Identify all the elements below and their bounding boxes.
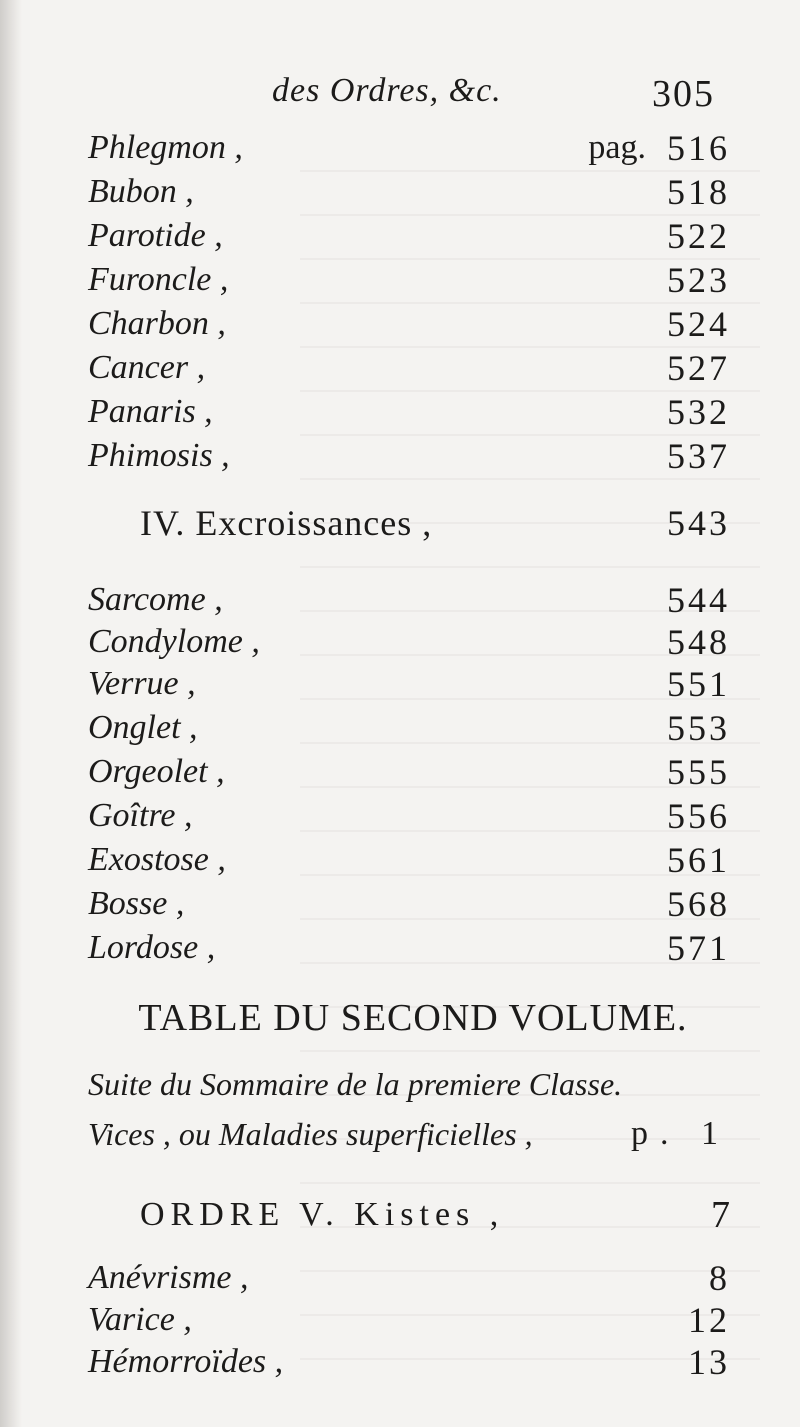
entry-name: Onglet , <box>88 709 198 746</box>
page-number: 305 <box>652 73 715 115</box>
entry-page: 527 <box>667 348 730 388</box>
toc-entry <box>88 706 730 750</box>
toc-entry <box>88 346 730 390</box>
entry-name: Exostose , <box>88 841 226 878</box>
entry-page: 523 <box>667 260 730 300</box>
entry-name: Hémorroïdes , <box>88 1343 284 1380</box>
entry-page: 12 <box>688 1300 730 1340</box>
entry-page: 556 <box>667 796 730 836</box>
section-page: 543 <box>667 503 730 543</box>
entry-page: 537 <box>667 436 730 476</box>
entry-name: Verrue , <box>88 665 196 702</box>
entry-name: Bosse , <box>88 885 185 922</box>
entry-page: 518 <box>667 172 730 212</box>
entry-page: 553 <box>667 708 730 748</box>
entry-page: 516 <box>667 128 730 168</box>
volume-title: TABLE DU SECOND VOLUME. <box>138 997 688 1039</box>
entry-name: Goître , <box>88 797 193 834</box>
entry-name: Orgeolet , <box>88 753 225 790</box>
toc-entry <box>88 794 730 838</box>
entry-page: 544 <box>667 580 730 620</box>
entry-name: Phimosis , <box>88 437 230 474</box>
toc-entry <box>88 214 730 258</box>
section-heading <box>140 498 730 548</box>
vices-page: p. 1 <box>631 1115 730 1152</box>
entry-name: Sarcome , <box>88 581 223 618</box>
summary-line: Suite du Sommaire de la premiere Classe. <box>88 1066 623 1102</box>
section-title: IV. Excroissances , <box>140 503 433 543</box>
page-gutter-shadow <box>0 0 22 1427</box>
entry-page: 532 <box>667 392 730 432</box>
entry-page: 568 <box>667 884 730 924</box>
toc-entry <box>88 434 730 478</box>
toc-entry <box>88 1256 730 1300</box>
toc-entry <box>88 838 730 882</box>
toc-entry <box>88 1298 730 1342</box>
entry-name: Bubon , <box>88 173 194 210</box>
entry-name: Anévrisme , <box>88 1259 249 1296</box>
entry-page: 561 <box>667 840 730 880</box>
toc-entry <box>88 926 730 970</box>
entry-page: 551 <box>667 664 730 704</box>
entry-page: 524 <box>667 304 730 344</box>
toc-entry <box>88 390 730 434</box>
toc-entry <box>88 578 730 622</box>
entry-page: 13 <box>688 1342 730 1382</box>
vices-line <box>88 1112 730 1156</box>
entry-page: 548 <box>667 622 730 662</box>
toc-entry <box>88 1340 730 1384</box>
order-page: 7 <box>711 1194 730 1236</box>
toc-entry <box>88 126 730 170</box>
vices-text: Vices , ou Maladies superficielles , <box>88 1116 533 1152</box>
entry-name: Cancer , <box>88 349 206 386</box>
toc-entry <box>88 662 730 706</box>
order-title: ORDRE V. Kistes , <box>140 1196 505 1233</box>
toc-entry <box>88 302 730 346</box>
entry-page: 555 <box>667 752 730 792</box>
toc-entry <box>88 170 730 214</box>
pag-label: pag. <box>588 129 646 166</box>
entry-name: Charbon , <box>88 305 226 342</box>
running-head: des Ordres, &c. <box>272 72 502 109</box>
toc-entry <box>88 750 730 794</box>
entry-page: 522 <box>667 216 730 256</box>
entry-page: 8 <box>709 1258 730 1298</box>
entry-name: Varice , <box>88 1301 192 1338</box>
entry-name: Panaris , <box>88 393 213 430</box>
toc-entry <box>88 258 730 302</box>
toc-entry <box>88 882 730 926</box>
entry-name: Phlegmon , <box>88 129 243 166</box>
entry-name: Lordose , <box>88 929 216 966</box>
entry-name: Parotide , <box>88 217 223 254</box>
entry-name: Furoncle , <box>88 261 229 298</box>
entry-page: 571 <box>667 928 730 968</box>
entry-name: Condylome , <box>88 623 260 660</box>
toc-entry <box>88 620 730 664</box>
order-heading <box>140 1190 730 1240</box>
